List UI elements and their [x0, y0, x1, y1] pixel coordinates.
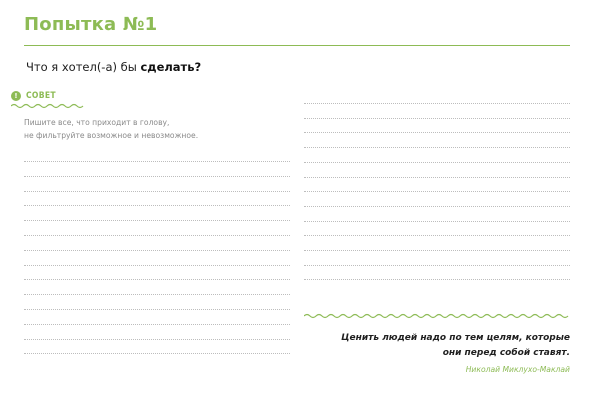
writing-line[interactable] — [24, 324, 290, 325]
writing-line[interactable] — [24, 309, 290, 310]
writing-line[interactable] — [304, 177, 570, 178]
writing-line[interactable] — [24, 235, 290, 236]
writing-line[interactable] — [24, 191, 290, 192]
writing-line[interactable] — [24, 265, 290, 266]
quote-line: Ценить людей надо по тем целям, которые — [341, 333, 570, 343]
tip-label: СОВЕТ — [26, 91, 56, 101]
writing-line[interactable] — [304, 132, 570, 133]
writing-line[interactable] — [24, 353, 290, 354]
writing-line[interactable] — [24, 250, 290, 251]
quote-line: они перед собой ставят. — [442, 348, 570, 358]
writing-line[interactable] — [304, 118, 570, 119]
quote-block — [310, 331, 570, 374]
left-writing-area[interactable] — [24, 0, 290, 409]
writing-line[interactable] — [304, 279, 570, 280]
quote-author: Николай Миклухо-Маклай — [465, 365, 570, 374]
tip-text-line: Пишите все, что приходит в голову, — [24, 118, 170, 127]
writing-line[interactable] — [304, 235, 570, 236]
writing-line[interactable] — [24, 176, 290, 177]
writing-line[interactable] — [24, 339, 290, 340]
writing-line[interactable] — [24, 220, 290, 221]
writing-line[interactable] — [304, 103, 570, 104]
writing-line[interactable] — [24, 294, 290, 295]
writing-line[interactable] — [304, 221, 570, 222]
page-title: Попытка №1 — [24, 14, 158, 35]
writing-line[interactable] — [304, 162, 570, 163]
question-emphasis: сделать? — [140, 60, 202, 74]
writing-line[interactable] — [304, 206, 570, 207]
writing-line[interactable] — [24, 205, 290, 206]
writing-line[interactable] — [24, 279, 290, 280]
question-prefix: Что я хотел(-а) бы — [26, 60, 141, 74]
quote-text — [310, 331, 570, 361]
tip-text-line: не фильтруйте возможное и невозможное. — [24, 131, 199, 140]
writing-line[interactable] — [24, 161, 290, 162]
info-icon: ! — [11, 91, 21, 101]
writing-line[interactable] — [304, 265, 570, 266]
writing-line[interactable] — [304, 147, 570, 148]
writing-line[interactable] — [304, 250, 570, 251]
quote-wave-divider — [304, 313, 570, 319]
writing-line[interactable] — [304, 191, 570, 192]
